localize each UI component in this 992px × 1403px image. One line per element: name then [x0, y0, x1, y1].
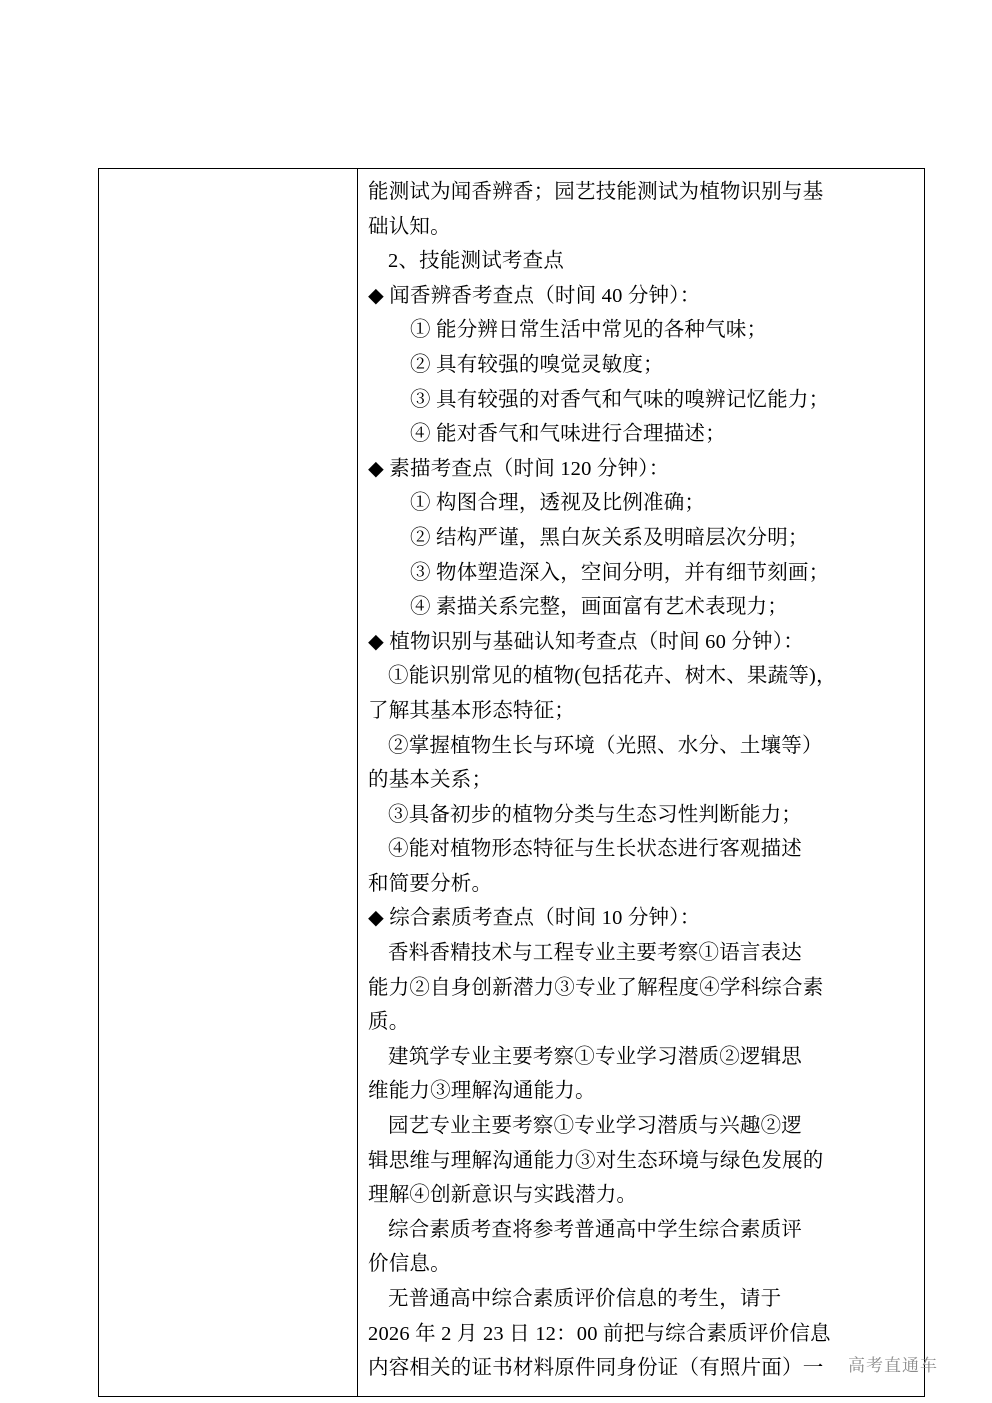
text-line: ①能识别常见的植物(包括花卉、树木、果蔬等)，	[388, 665, 837, 688]
text-line: 建筑学专业主要考察①专业学习潜质②逻辑思	[388, 1045, 802, 1068]
text-line: ④能对植物形态特征与生长状态进行客观描述	[388, 838, 802, 861]
text-line: ③具备初步的植物分类与生态习性判断能力；	[388, 803, 802, 826]
text-line: 质。	[368, 1011, 410, 1034]
text-line: ④ 能对香气和气味进行合理描述；	[410, 423, 726, 446]
text-line: 维能力③理解沟通能力。	[368, 1080, 596, 1103]
text-line: 香料香精技术与工程专业主要考察①语言表达	[388, 942, 802, 965]
text-line: ②掌握植物生长与环境（光照、水分、土壤等）	[388, 734, 823, 757]
text-line: 础认知。	[368, 215, 451, 238]
text-line: 2026 年 2 月 23 日 12：00 前把与综合素质评价信息	[368, 1322, 831, 1345]
text-line: 内容相关的证书材料原件同身份证（有照片面）一	[368, 1357, 824, 1380]
text-line-bullet: ◆ 素描考查点（时间 120 分钟）：	[368, 457, 670, 480]
text-line: 能测试为闻香辨香；园艺技能测试为植物识别与基	[368, 181, 824, 203]
text-line-bullet: ◆ 综合素质考查点（时间 10 分钟）：	[368, 907, 701, 930]
text-line: 辑思维与理解沟通能力③对生态环境与绿色发展的	[368, 1149, 824, 1172]
content-table	[98, 168, 925, 1397]
label-cell-content	[99, 169, 357, 1247]
text-line: 了解其基本形态特征；	[368, 699, 575, 722]
text-line: ③ 物体塑造深入，空间分明，并有细节刻画；	[410, 561, 830, 584]
text-line: 能力②自身创新潜力③专业了解程度④学科综合素	[368, 976, 824, 999]
text-line-bullet: ◆ 闻香辨香考查点（时间 40 分钟）：	[368, 284, 701, 307]
text-line: ① 能分辨日常生活中常见的各种气味；	[410, 319, 768, 342]
text-line: ① 构图合理，透视及比例准确；	[410, 492, 706, 515]
text-line: 综合素质考查将参考普通高中学生综合素质评	[388, 1218, 802, 1241]
text-line: ② 结构严谨，黑白灰关系及明暗层次分明；	[410, 526, 809, 549]
table-cell-body	[358, 169, 925, 1397]
text-line: 无普通高中综合素质评价信息的考生，请于	[388, 1288, 782, 1310]
body-text-block	[368, 175, 914, 1386]
text-line: ② 具有较强的嗅觉灵敏度；	[410, 353, 664, 376]
text-line: 和简要分析。	[368, 872, 493, 895]
text-line: ④ 素描关系完整，画面富有艺术表现力；	[410, 596, 788, 619]
text-line: 园艺专业主要考察①专业学习潜质与兴趣②逻	[388, 1115, 802, 1138]
table-row	[99, 169, 925, 1397]
text-line: 理解④创新意识与实践潜力。	[368, 1184, 638, 1207]
text-line: 价信息。	[368, 1253, 451, 1276]
text-line: ③ 具有较强的对香气和气味的嗅辨记忆能力；	[410, 388, 830, 411]
text-line: 2、技能测试考查点	[388, 250, 565, 273]
watermark: 高考直通车	[848, 1356, 938, 1375]
text-line: 的基本关系；	[368, 769, 493, 792]
text-line-bullet: ◆ 植物识别与基础认知考查点（时间 60 分钟）：	[368, 630, 804, 653]
table-cell-label	[99, 169, 358, 1397]
